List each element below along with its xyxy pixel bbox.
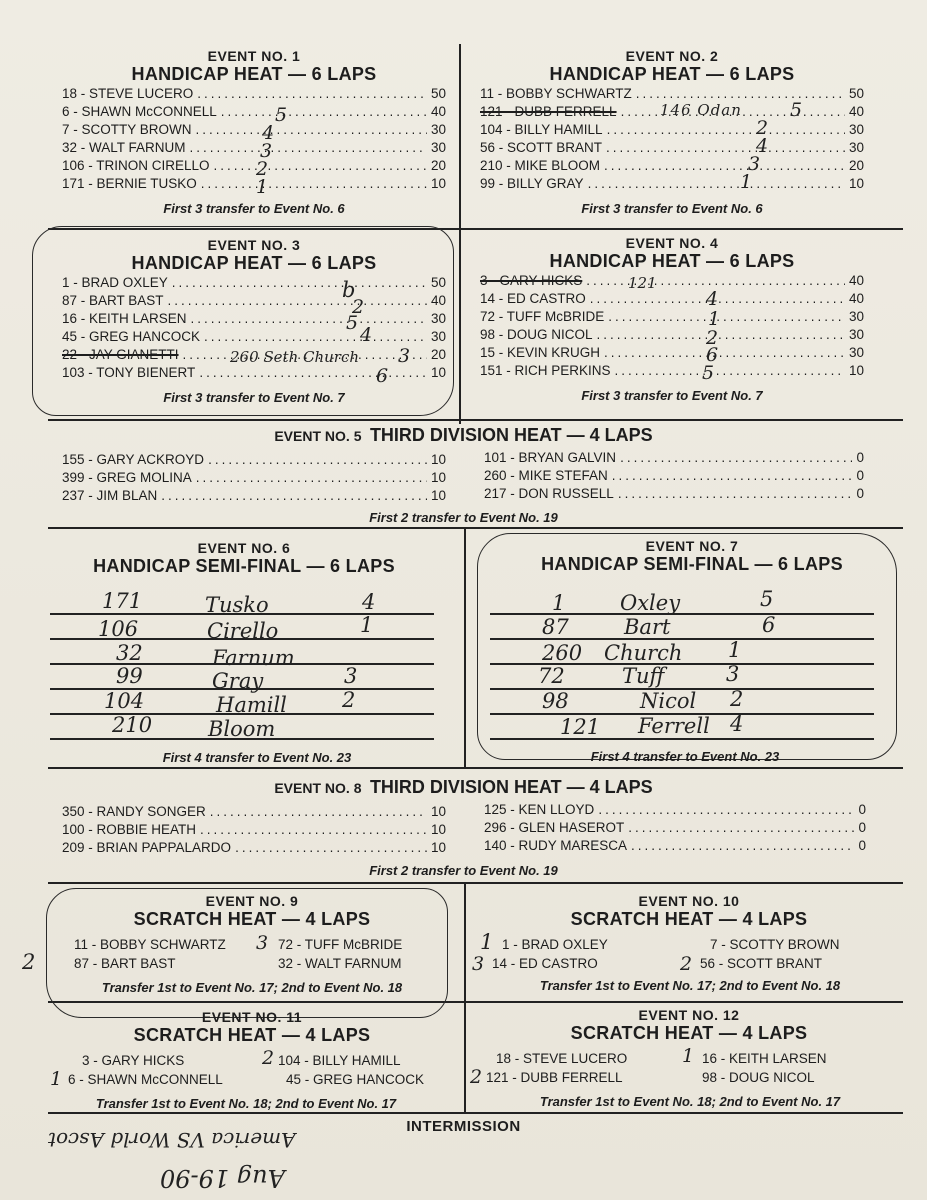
entry-name: 16 - KEITH LARSEN xyxy=(62,311,187,326)
entry-name: 45 - GREG HANCOCK xyxy=(62,329,201,344)
handwritten-mark: 4 xyxy=(706,288,719,310)
handwritten-note: 260 Seth Church xyxy=(230,348,360,366)
handwritten-place: 3 xyxy=(344,664,358,688)
event-2 xyxy=(480,48,864,216)
event-number: EVENT NO. 3 xyxy=(207,237,301,253)
handwritten-place: 2 xyxy=(730,687,744,711)
event-footer: First 4 transfer to Event No. 23 xyxy=(590,749,780,764)
entry-name: 121 - DUBB FERRELL xyxy=(480,104,617,119)
event-8-left xyxy=(62,803,446,857)
entry-points: 20 xyxy=(848,158,864,173)
handwritten-mark: 3 xyxy=(398,345,411,367)
event-number: EVENT NO. 7 xyxy=(645,538,739,554)
entry-name: 14 - ED CASTRO xyxy=(480,291,586,306)
entry-row xyxy=(62,310,446,328)
handwritten-name: Gray xyxy=(212,669,264,693)
event-footer: Transfer 1st to Event No. 18; 2nd to Event No. 17 xyxy=(539,1094,841,1109)
entry-row xyxy=(484,467,864,485)
event-10 xyxy=(484,893,894,930)
event-footer: First 2 transfer to Event No. 19 xyxy=(369,863,558,878)
handwritten-mark: 1 xyxy=(50,1068,63,1090)
entry-name: 87 - BART BAST xyxy=(74,956,176,971)
entry-name: 99 - BILLY GRAY xyxy=(480,176,584,191)
entry-row xyxy=(484,837,866,855)
entry-name: 32 - WALT FARNUM xyxy=(62,140,186,155)
entry-row xyxy=(62,103,446,121)
entry-points: 30 xyxy=(848,122,864,137)
handwritten-mark: 6 xyxy=(706,344,719,366)
handwritten-mark: 5 xyxy=(790,99,803,121)
entry-name: 87 - BART BAST xyxy=(62,293,164,308)
handwritten-mark: 2 xyxy=(706,327,719,349)
entry-row xyxy=(62,328,446,346)
entry-points: 10 xyxy=(430,452,446,467)
handwritten-mark: 2 xyxy=(470,1066,483,1088)
entry-name: 151 - RICH PERKINS xyxy=(480,363,611,378)
entry-name: 56 - SCOTT BRANT xyxy=(700,956,823,971)
event-number: EVENT NO. 6 xyxy=(197,540,291,556)
event-footer: First 3 transfer to Event No. 7 xyxy=(163,390,345,405)
entry-row xyxy=(62,364,446,382)
entry-points: 50 xyxy=(430,275,446,290)
entry-name: 22 - JAY GIANETTI xyxy=(62,347,179,362)
handwritten-number: 72 xyxy=(538,664,565,688)
handwritten-name: Bloom xyxy=(208,717,276,741)
handwritten-mark: 1 xyxy=(708,308,721,330)
handwritten-name: Oxley xyxy=(620,591,681,615)
handwritten-place: 2 xyxy=(342,688,356,712)
handwritten-name: Tuff xyxy=(622,664,665,688)
handwritten-place: 6 xyxy=(762,613,776,637)
handwritten-mark: 2 xyxy=(352,296,365,318)
handwritten-mark: 4 xyxy=(360,324,373,346)
entry-row xyxy=(480,272,864,290)
event-1 xyxy=(62,48,446,216)
handwritten-number: 210 xyxy=(112,713,153,737)
event-footer: Transfer 1st to Event No. 17; 2nd to Event No. 18 xyxy=(101,980,403,995)
entry-name: 72 - TUFF McBRIDE xyxy=(480,309,605,324)
entry-points: 30 xyxy=(430,140,446,155)
entry-row xyxy=(484,819,866,837)
section-rule xyxy=(48,527,903,529)
entry-name: 121 - DUBB FERRELL xyxy=(486,1070,623,1085)
handwritten-number: 99 xyxy=(116,664,143,688)
entry-row xyxy=(62,821,446,839)
entry-name: 217 - DON RUSSELL xyxy=(484,486,614,501)
event-8-heading xyxy=(0,777,927,798)
event-title: THIRD DIVISION HEAT — 4 LAPS xyxy=(369,777,653,797)
entry-points: 40 xyxy=(848,104,864,119)
intermission-label: INTERMISSION xyxy=(406,1118,521,1135)
entry-name: 1 - BRAD OXLEY xyxy=(62,275,168,290)
entry-name: 7 - SCOTTY BROWN xyxy=(710,937,840,952)
entry-row xyxy=(480,157,864,175)
entry-row xyxy=(480,308,864,326)
event-number: EVENT NO. 4 xyxy=(625,235,719,251)
entry-points: 30 xyxy=(430,122,446,137)
event-title: SCRATCH HEAT — 4 LAPS xyxy=(133,1025,371,1045)
entry-name: 104 - BILLY HAMILL xyxy=(278,1053,401,1068)
handwritten-mark: 1 xyxy=(682,1045,695,1067)
section-rule xyxy=(48,767,903,769)
handwritten-note: 121 xyxy=(628,274,657,292)
entry-points: 10 xyxy=(430,470,446,485)
entry-name: 260 - MIKE STEFAN xyxy=(484,468,608,483)
entry-points: 10 xyxy=(430,365,446,380)
handwritten-mark: 6 xyxy=(376,365,389,387)
column-divider xyxy=(459,44,461,424)
entry-points: 0 xyxy=(858,802,866,817)
event-title: HANDICAP SEMI-FINAL — 6 LAPS xyxy=(93,556,395,576)
entry-row xyxy=(62,487,446,505)
entry-name: 32 - WALT FARNUM xyxy=(278,956,402,971)
handwritten-name: Bart xyxy=(624,615,671,639)
entry-points: 30 xyxy=(430,329,446,344)
handwritten-number: 87 xyxy=(542,615,569,639)
handwritten-place: 4 xyxy=(362,590,376,614)
event-footer: Transfer 1st to Event No. 18; 2nd to Event No. 17 xyxy=(95,1096,397,1111)
entry-points: 30 xyxy=(848,140,864,155)
entry-name: 140 - RUDY MARESCA xyxy=(484,838,628,853)
entry-points: 30 xyxy=(430,311,446,326)
handwritten-mark: 1 xyxy=(256,176,269,198)
event-6 xyxy=(48,540,440,577)
event-footer: First 3 transfer to Event No. 7 xyxy=(581,388,763,403)
event-title: HANDICAP HEAT — 6 LAPS xyxy=(131,64,377,84)
entry-points: 10 xyxy=(848,176,864,191)
handwritten-upside-down-note: America VS World Ascot xyxy=(48,1128,296,1152)
entry-name: 3 - GARY HICKS xyxy=(480,273,583,288)
handwritten-name: Tusko xyxy=(205,593,269,617)
section-rule xyxy=(48,1112,903,1114)
entry-points: 0 xyxy=(856,486,864,501)
event-9 xyxy=(52,893,452,930)
handwritten-mark: 3 xyxy=(260,140,273,162)
entry-row xyxy=(484,801,866,819)
entry-points: 40 xyxy=(848,273,864,288)
entry-row xyxy=(480,175,864,193)
event-number: EVENT NO. 12 xyxy=(638,1007,740,1023)
handwritten-mark: 2 xyxy=(756,117,769,139)
entry-name: 1 - BRAD OXLEY xyxy=(502,937,608,952)
event-number: EVENT NO. 11 xyxy=(201,1009,303,1025)
entry-name: 15 - KEVIN KRUGH xyxy=(480,345,601,360)
event-number: EVENT NO. 9 xyxy=(205,893,299,909)
entry-name: 7 - SCOTTY BROWN xyxy=(62,122,192,137)
handwritten-place: 1 xyxy=(728,638,742,662)
entry-name: 45 - GREG HANCOCK xyxy=(286,1072,425,1087)
entry-points: 0 xyxy=(858,838,866,853)
entry-row xyxy=(62,139,446,157)
event-number: EVENT NO. 5 xyxy=(274,428,362,444)
handwritten-mark: 3 xyxy=(256,932,269,954)
entry-points: 0 xyxy=(856,450,864,465)
entry-points: 20 xyxy=(430,158,446,173)
handwritten-mark: 3 xyxy=(748,153,761,175)
entry-row xyxy=(484,485,864,503)
handwritten-number: 98 xyxy=(542,689,569,713)
event-title: THIRD DIVISION HEAT — 4 LAPS xyxy=(369,425,653,445)
entry-name: 6 - SHAWN McCONNELL xyxy=(68,1072,223,1087)
entry-row xyxy=(480,344,864,362)
entry-points: 50 xyxy=(848,86,864,101)
event-8-right xyxy=(484,801,866,855)
event-title: HANDICAP HEAT — 6 LAPS xyxy=(131,253,377,273)
handwritten-upside-down-date: Aug 19-90 xyxy=(160,1164,285,1192)
event-number: EVENT NO. 8 xyxy=(274,780,362,796)
entry-name: 18 - STEVE LUCERO xyxy=(496,1051,628,1066)
handwritten-number: 171 xyxy=(102,589,143,613)
event-number: EVENT NO. 10 xyxy=(638,893,740,909)
entry-points: 30 xyxy=(848,327,864,342)
entry-name: 296 - GLEN HASEROT xyxy=(484,820,625,835)
event-number: EVENT NO. 1 xyxy=(207,48,301,64)
event-title: SCRATCH HEAT — 4 LAPS xyxy=(570,1023,808,1043)
entry-points: 0 xyxy=(858,820,866,835)
handwritten-number: 1 xyxy=(552,591,566,615)
event-footer: First 4 transfer to Event No. 23 xyxy=(162,750,352,765)
entry-row xyxy=(62,292,446,310)
entry-points: 10 xyxy=(430,804,446,819)
event-4 xyxy=(480,235,864,403)
entry-name: 106 - TRINON CIRELLO xyxy=(62,158,210,173)
handwritten-mark: 5 xyxy=(275,104,288,126)
entry-row xyxy=(62,451,446,469)
entry-points: 50 xyxy=(430,86,446,101)
entry-row xyxy=(484,449,864,467)
handwritten-mark: 1 xyxy=(740,171,753,193)
entry-points: 0 xyxy=(856,468,864,483)
event-5-left xyxy=(62,451,446,505)
event-7 xyxy=(496,538,888,575)
handwritten-number: 260 xyxy=(542,641,583,665)
entry-name: 98 - DOUG NICOL xyxy=(702,1070,815,1085)
handwritten-mark: 2 xyxy=(256,158,269,180)
entry-row xyxy=(62,157,446,175)
entry-name: 350 - RANDY SONGER xyxy=(62,804,206,819)
entry-name: 237 - JIM BLAN xyxy=(62,488,158,503)
column-divider xyxy=(464,529,466,769)
entry-points: 30 xyxy=(848,345,864,360)
event-title: HANDICAP HEAT — 6 LAPS xyxy=(549,251,795,271)
entry-row xyxy=(62,175,446,193)
entry-points: 30 xyxy=(848,309,864,324)
handwritten-place: 4 xyxy=(730,712,744,736)
entry-name: 100 - ROBBIE HEATH xyxy=(62,822,197,837)
event-12 xyxy=(484,1007,894,1044)
event-footer: Transfer 1st to Event No. 17; 2nd to Event No. 18 xyxy=(539,978,841,993)
entry-name: 101 - BRYAN GALVIN xyxy=(484,450,617,465)
handwritten-note: 146 Odan xyxy=(660,101,742,119)
handwritten-mark: 5 xyxy=(702,362,715,384)
entry-row xyxy=(62,121,446,139)
handwritten-name: Church xyxy=(604,641,683,665)
entry-name: 6 - SHAWN McCONNELL xyxy=(62,104,217,119)
entry-points: 10 xyxy=(848,363,864,378)
entry-name: 3 - GARY HICKS xyxy=(82,1053,185,1068)
handwritten-place: 3 xyxy=(726,662,740,686)
entry-name: 171 - BERNIE TUSKO xyxy=(62,176,197,191)
entry-points: 10 xyxy=(430,176,446,191)
entry-points: 10 xyxy=(430,840,446,855)
event-title: HANDICAP SEMI-FINAL — 6 LAPS xyxy=(541,554,843,574)
handwritten-place: 5 xyxy=(760,587,774,611)
entry-name: 56 - SCOTT BRANT xyxy=(480,140,603,155)
entry-name: 16 - KEITH LARSEN xyxy=(702,1051,827,1066)
entry-name: 98 - DOUG NICOL xyxy=(480,327,593,342)
handwritten-name: Ferrell xyxy=(638,714,710,738)
entry-name: 104 - BILLY HAMILL xyxy=(480,122,603,137)
column-divider xyxy=(464,884,466,1114)
entry-row xyxy=(62,839,446,857)
handwritten-mark: b xyxy=(342,278,356,302)
entry-row xyxy=(480,121,864,139)
entry-name: 72 - TUFF McBRIDE xyxy=(278,937,403,952)
handwritten-name: Cirello xyxy=(207,619,279,643)
entry-name: 399 - GREG MOLINA xyxy=(62,470,192,485)
event-3 xyxy=(62,237,446,405)
entry-row xyxy=(480,326,864,344)
handwritten-mark: 2 xyxy=(680,953,693,975)
handwritten-place: 1 xyxy=(360,613,374,637)
event-5-heading xyxy=(0,425,927,446)
handwritten-mark: 2 xyxy=(262,1047,275,1069)
entry-name: 125 - KEN LLOYD xyxy=(484,802,595,817)
entry-points: 40 xyxy=(430,293,446,308)
handwritten-mark: 3 xyxy=(472,953,485,975)
entry-points: 10 xyxy=(430,488,446,503)
entry-row xyxy=(62,274,446,292)
section-rule xyxy=(48,419,903,421)
event-11 xyxy=(52,1009,452,1046)
handwritten-mark: 1 xyxy=(480,930,494,954)
handwritten-name: Farnum xyxy=(212,646,295,670)
entry-row xyxy=(62,469,446,487)
handwritten-number: 32 xyxy=(116,641,143,665)
entry-points: 10 xyxy=(430,822,446,837)
entry-row xyxy=(480,139,864,157)
entry-name: 18 - STEVE LUCERO xyxy=(62,86,194,101)
entry-name: 210 - MIKE BLOOM xyxy=(480,158,601,173)
entry-name: 11 - BOBBY SCHWARTZ xyxy=(74,937,226,952)
entry-line xyxy=(490,738,874,740)
section-rule xyxy=(48,882,903,884)
entry-name: 155 - GARY ACKROYD xyxy=(62,452,205,467)
entry-points: 40 xyxy=(430,104,446,119)
event-title: SCRATCH HEAT — 4 LAPS xyxy=(570,909,808,929)
entry-name: 103 - TONY BIENERT xyxy=(62,365,196,380)
entry-points: 40 xyxy=(848,291,864,306)
handwritten-mark: 5 xyxy=(346,312,359,334)
event-footer: First 2 transfer to Event No. 19 xyxy=(369,510,558,525)
handwritten-name: Hamill xyxy=(216,693,287,717)
entry-row xyxy=(62,803,446,821)
event-footer: First 3 transfer to Event No. 6 xyxy=(581,201,763,216)
event-5-right xyxy=(484,449,864,503)
event-title: HANDICAP HEAT — 6 LAPS xyxy=(549,64,795,84)
event-title: SCRATCH HEAT — 4 LAPS xyxy=(133,909,371,929)
entry-name: 14 - ED CASTRO xyxy=(492,956,598,971)
entry-row xyxy=(480,362,864,380)
entry-name: 209 - BRIAN PAPPALARDO xyxy=(62,840,232,855)
entry-points: 20 xyxy=(430,347,446,362)
entry-name: 11 - BOBBY SCHWARTZ xyxy=(480,86,632,101)
event-number: EVENT NO. 2 xyxy=(625,48,719,64)
handwritten-mark: 4 xyxy=(262,122,275,144)
entry-row xyxy=(480,290,864,308)
handwritten-mark: 4 xyxy=(756,135,769,157)
handwritten-number: 106 xyxy=(98,617,139,641)
event-footer: First 3 transfer to Event No. 6 xyxy=(163,201,345,216)
handwritten-number: 104 xyxy=(104,689,145,713)
handwritten-number: 121 xyxy=(560,715,601,739)
entry-row xyxy=(62,85,446,103)
handwritten-name: Nicol xyxy=(640,689,697,713)
handwritten-mark: 2 xyxy=(22,950,36,974)
